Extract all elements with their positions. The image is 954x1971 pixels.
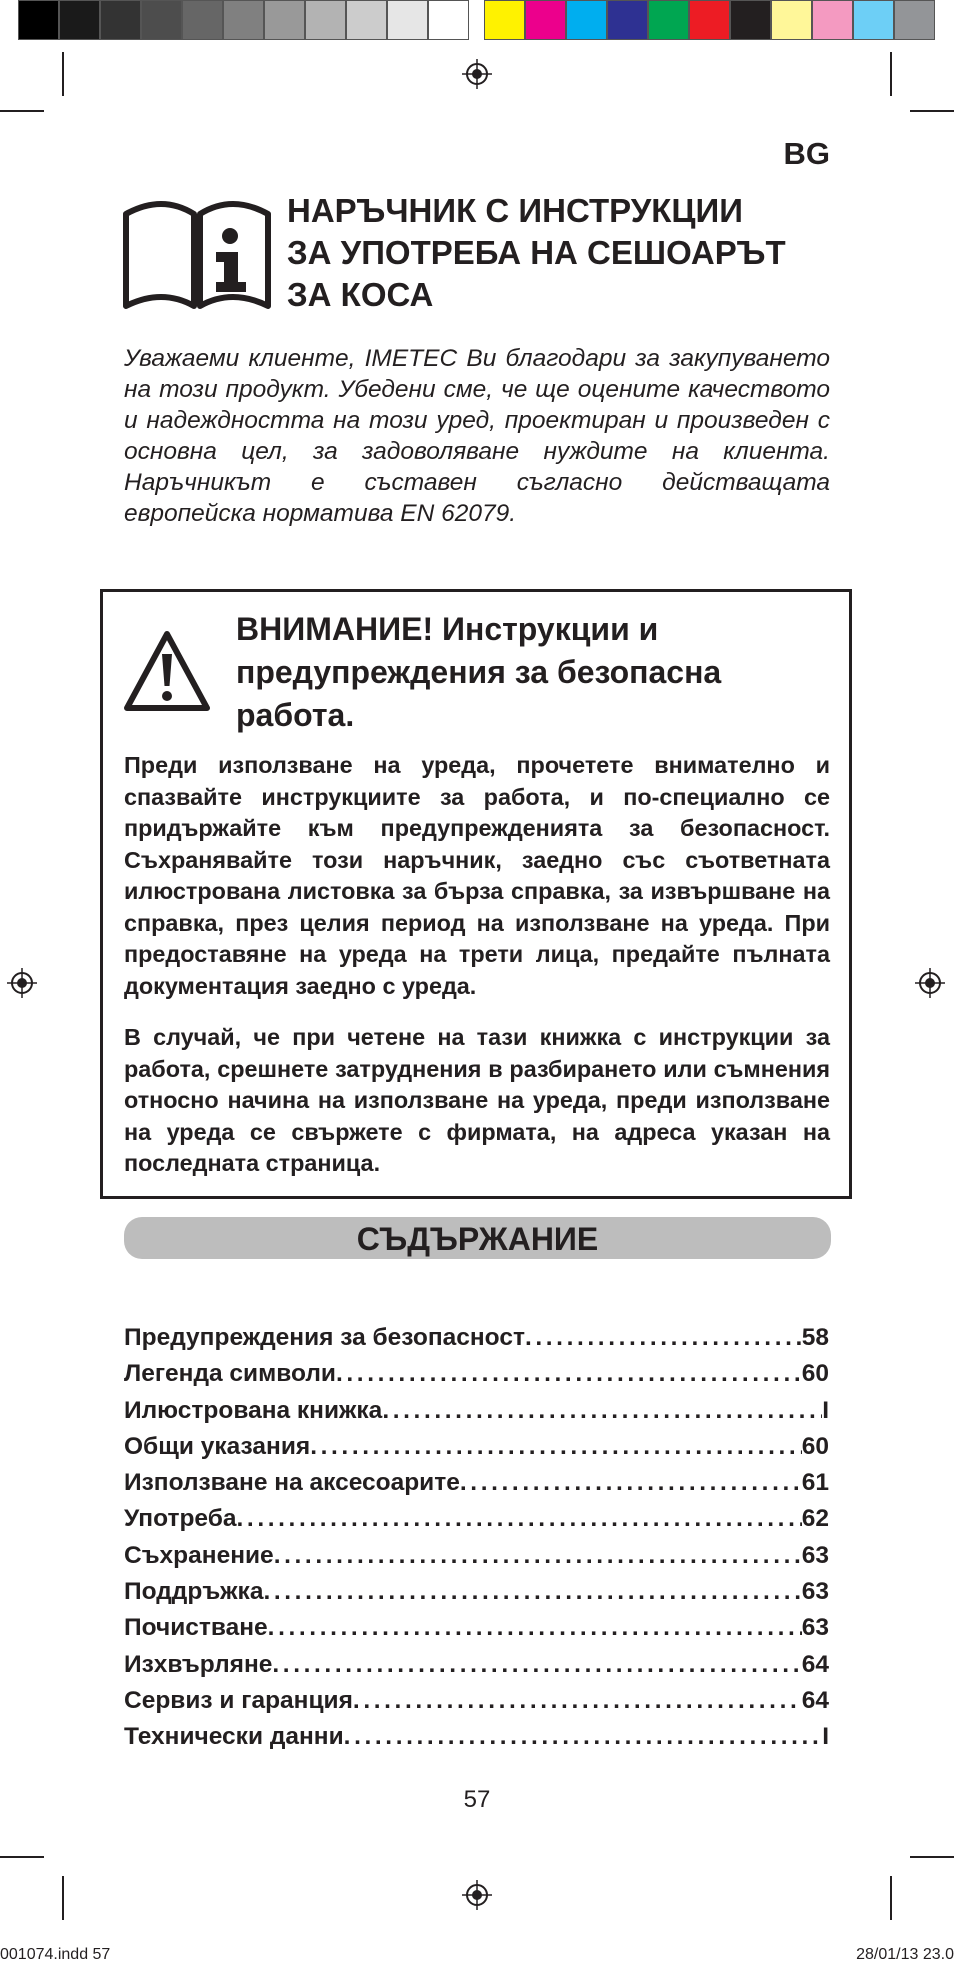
toc-dot-leader <box>272 1647 801 1683</box>
crop-mark <box>62 1876 64 1920</box>
color-swatch <box>305 0 346 40</box>
manual-title-line: ЗА КОСА <box>287 276 434 313</box>
color-swatch <box>607 0 648 40</box>
toc-entry-label: Почистване <box>124 1614 268 1642</box>
toc-entry-page: 60 <box>801 1432 829 1460</box>
toc-entry <box>124 1465 829 1501</box>
color-swatch <box>59 0 100 40</box>
registration-mark-icon <box>7 968 37 998</box>
toc-entry <box>124 1538 829 1574</box>
crop-mark <box>0 1856 44 1858</box>
color-swatch <box>223 0 264 40</box>
toc-entry-page: 60 <box>801 1360 829 1388</box>
registration-mark-icon <box>462 59 492 89</box>
color-swatch <box>566 0 607 40</box>
toc-dot-leader <box>274 1538 802 1574</box>
color-swatch <box>853 0 894 40</box>
color-swatch <box>525 0 566 40</box>
color-swatch <box>771 0 812 40</box>
manual-title <box>287 190 847 316</box>
color-swatch <box>894 0 935 40</box>
process-color-bar <box>484 0 935 44</box>
manual-title-line: НАРЪЧНИК С ИНСТРУКЦИИ <box>287 192 743 229</box>
info-manual-icon <box>122 200 272 312</box>
toc-entry <box>124 1610 829 1646</box>
color-swatch <box>182 0 223 40</box>
toc-dot-leader <box>310 1429 802 1465</box>
warning-paragraph: В случай, че при четене на тази книжка с инструкции за работа, срешнете затруднения в разбирането или съмнения относно начина на използване на уреда, преди използване на уреда се свържете с фирмата, на адреса указан на последната страница. <box>124 1024 830 1176</box>
crop-mark <box>890 52 892 96</box>
registration-mark-icon <box>915 968 945 998</box>
warning-title: ВНИМАНИЕ! Инструкции и предупреждения за безопасна работа. <box>236 611 722 733</box>
toc-entry-page: 63 <box>801 1614 829 1642</box>
toc-dot-leader <box>353 1683 802 1719</box>
toc-entry-page: 61 <box>801 1469 829 1497</box>
toc-entry-label: Технически данни <box>124 1723 344 1751</box>
toc-dot-leader <box>263 1574 801 1610</box>
registration-mark-icon <box>462 1880 492 1910</box>
toc-dot-leader <box>336 1356 802 1392</box>
toc-entry-label: Общи указания <box>124 1432 311 1460</box>
color-swatch <box>812 0 853 40</box>
manual-title-line: ЗА УПОТРЕБА НА СЕШОАРЪТ <box>287 234 786 271</box>
toc-entry <box>124 1647 829 1683</box>
crop-mark <box>890 1876 892 1920</box>
toc-dot-leader <box>460 1465 802 1501</box>
table-of-contents <box>124 1320 829 1756</box>
color-swatch <box>428 0 469 40</box>
toc-dot-leader <box>382 1393 822 1429</box>
file-slug: 001074.indd 57 <box>0 1946 111 1963</box>
toc-entry-label: Изхвърляне <box>124 1650 273 1678</box>
color-swatch <box>100 0 141 40</box>
crop-mark <box>910 1856 954 1858</box>
language-code: BG <box>783 136 830 171</box>
gray-color-bar <box>18 0 469 44</box>
toc-entry-label: Илюстрована книжка <box>124 1396 383 1424</box>
page-number: 57 <box>463 1786 491 1813</box>
toc-entry-page: I <box>822 1723 829 1751</box>
toc-entry <box>124 1501 829 1537</box>
toc-entry <box>124 1429 829 1465</box>
toc-entry <box>124 1683 829 1719</box>
toc-entry <box>124 1719 829 1755</box>
color-swatch <box>18 0 59 40</box>
color-swatch <box>730 0 771 40</box>
toc-entry-page: 63 <box>801 1541 829 1569</box>
color-swatch <box>264 0 305 40</box>
intro-paragraph: Уважаеми клиенте, IMETEC Ви благодари за закупуването на този продукт. Убедени сме, че ще оцените качеството и надеждността на този уред, проектиран и произведен с основна цел, за задоволяване нуждите на клиента. Наръчникът е съставен съгласно действащата европейска норматива EN 62079. <box>124 345 830 527</box>
toc-entry-page: 58 <box>801 1324 829 1351</box>
color-swatch <box>648 0 689 40</box>
toc-entry-page: 62 <box>801 1505 829 1533</box>
color-swatch <box>141 0 182 40</box>
toc-entry <box>124 1356 829 1392</box>
toc-entry-label: Предупреждения за безопасност <box>124 1324 525 1351</box>
toc-entry <box>124 1393 829 1429</box>
warning-triangle-icon <box>122 628 212 714</box>
toc-entry-label: Съхранение <box>124 1541 274 1569</box>
crop-mark <box>62 52 64 96</box>
toc-entry-page: 64 <box>801 1650 829 1678</box>
color-swatch <box>346 0 387 40</box>
warning-paragraph: Преди използване на уреда, прочетете внимателно и спазвайте инструкциите за работа, и по-специално се придържайте към предупрежденията за безопасност. Съхранявайте този наръчник, заедно със съответната илюстрована листовка за бърза справка, за извършване на справка, през целия период на използване на уреда. При предоставяне на уреда на трети лица, предайте пълната документация заедно с уреда. <box>124 752 830 999</box>
toc-entry-label: Употреба <box>124 1505 237 1533</box>
toc-dot-leader <box>525 1320 802 1356</box>
toc-entry-page: 63 <box>801 1578 829 1606</box>
toc-entry <box>124 1320 829 1356</box>
toc-entry-label: Легенда символи <box>124 1360 336 1388</box>
toc-entry-page: 64 <box>801 1686 829 1714</box>
color-swatch <box>689 0 730 40</box>
crop-mark <box>0 110 44 112</box>
color-swatch <box>484 0 525 40</box>
toc-dot-leader <box>268 1610 802 1646</box>
toc-entry-page: I <box>822 1396 829 1424</box>
toc-entry-label: Поддръжка <box>124 1578 264 1606</box>
color-swatch <box>387 0 428 40</box>
toc-dot-leader <box>344 1719 823 1755</box>
crop-mark <box>910 110 954 112</box>
toc-entry <box>124 1574 829 1610</box>
toc-entry-label: Използване на аксесоарите <box>124 1469 460 1497</box>
date-slug: 28/01/13 23.0 <box>856 1946 954 1963</box>
toc-dot-leader <box>237 1501 802 1537</box>
toc-entry-label: Сервиз и гаранция <box>124 1686 353 1714</box>
toc-heading: СЪДЪРЖАНИЕ <box>124 1217 831 1259</box>
